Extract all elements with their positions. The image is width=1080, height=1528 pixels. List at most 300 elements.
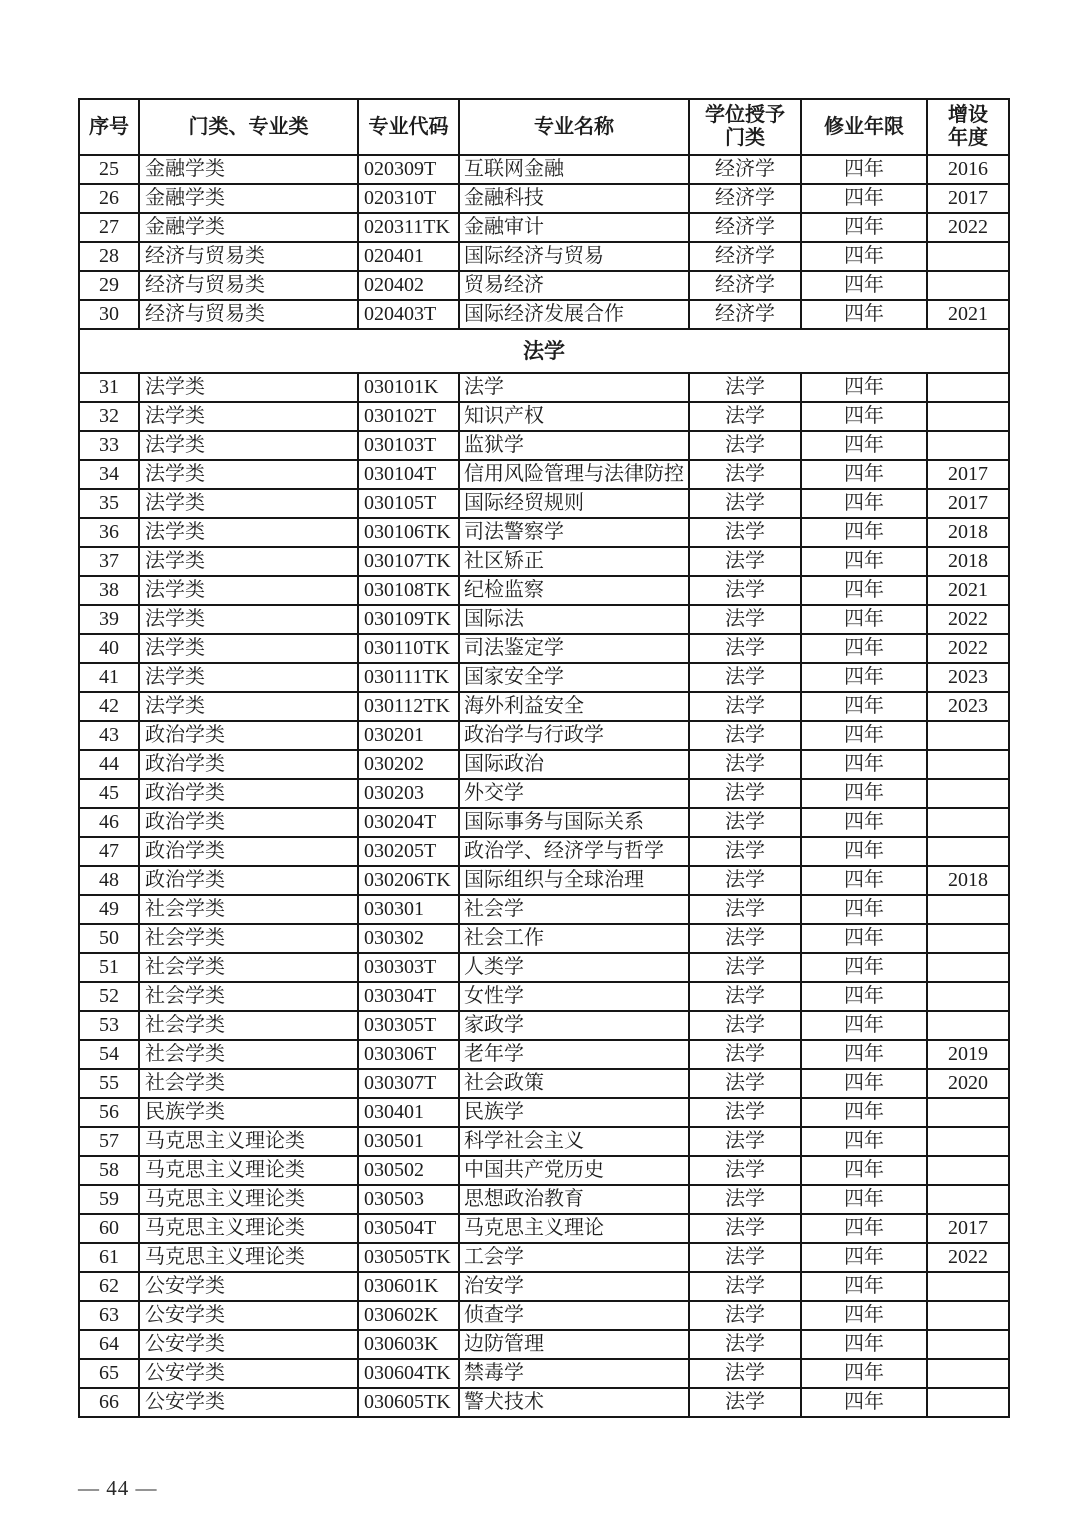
year-added-cell: 2022 — [927, 213, 1009, 242]
year-added-cell — [927, 1185, 1009, 1214]
duration-cell: 四年 — [801, 1040, 927, 1069]
duration-cell: 四年 — [801, 663, 927, 692]
serial-number-cell: 38 — [79, 576, 139, 605]
major-code-cell: 030604TK — [358, 1359, 459, 1388]
duration-cell: 四年 — [801, 1388, 927, 1417]
table-row — [79, 271, 1009, 300]
table-row — [79, 547, 1009, 576]
duration-cell: 四年 — [801, 808, 927, 837]
major-code-cell: 030203 — [358, 779, 459, 808]
degree-category-cell: 法学 — [689, 779, 801, 808]
degree-category-cell: 法学 — [689, 489, 801, 518]
table-row — [79, 431, 1009, 460]
table-row — [79, 184, 1009, 213]
year-added-cell — [927, 721, 1009, 750]
category-cell: 马克思主义理论类 — [139, 1127, 358, 1156]
duration-cell: 四年 — [801, 837, 927, 866]
degree-category-cell: 法学 — [689, 460, 801, 489]
table-row — [79, 1011, 1009, 1040]
duration-cell: 四年 — [801, 1185, 927, 1214]
year-added-cell: 2021 — [927, 576, 1009, 605]
year-added-cell — [927, 271, 1009, 300]
degree-category-cell: 法学 — [689, 634, 801, 663]
degree-category-cell: 法学 — [689, 837, 801, 866]
duration-cell: 四年 — [801, 1359, 927, 1388]
degree-category-cell: 法学 — [689, 692, 801, 721]
major-code-cell: 030110TK — [358, 634, 459, 663]
table-row — [79, 1272, 1009, 1301]
duration-cell: 四年 — [801, 300, 927, 329]
major-code-cell: 030503 — [358, 1185, 459, 1214]
serial-number-cell: 30 — [79, 300, 139, 329]
serial-number-cell: 61 — [79, 1243, 139, 1272]
table-row — [79, 982, 1009, 1011]
major-name-cell: 政治学、经济学与哲学 — [459, 837, 689, 866]
header-label: 门类 — [725, 127, 765, 149]
table-row — [79, 721, 1009, 750]
major-code-cell: 030304T — [358, 982, 459, 1011]
serial-number-cell: 31 — [79, 373, 139, 402]
major-name-cell: 禁毒学 — [459, 1359, 689, 1388]
year-added-cell: 2017 — [927, 489, 1009, 518]
duration-cell: 四年 — [801, 982, 927, 1011]
major-name-cell: 监狱学 — [459, 431, 689, 460]
serial-number-cell: 48 — [79, 866, 139, 895]
degree-category-cell: 法学 — [689, 808, 801, 837]
table-row — [79, 1156, 1009, 1185]
duration-cell: 四年 — [801, 895, 927, 924]
table-row — [79, 460, 1009, 489]
category-cell: 社会学类 — [139, 1040, 358, 1069]
major-name-cell: 法学 — [459, 373, 689, 402]
major-code-cell: 030302 — [358, 924, 459, 953]
serial-number-cell: 60 — [79, 1214, 139, 1243]
header-label: 学位授予 — [705, 104, 785, 126]
header-label: 序号 — [89, 115, 129, 138]
duration-cell: 四年 — [801, 953, 927, 982]
degree-category-cell: 法学 — [689, 1011, 801, 1040]
table-row — [79, 605, 1009, 634]
table-row — [79, 1359, 1009, 1388]
major-name-cell: 互联网金融 — [459, 155, 689, 184]
serial-number-cell: 43 — [79, 721, 139, 750]
degree-category-cell: 法学 — [689, 605, 801, 634]
degree-category-cell: 法学 — [689, 1330, 801, 1359]
header-study-duration — [801, 99, 927, 155]
duration-cell: 四年 — [801, 750, 927, 779]
table-row — [79, 924, 1009, 953]
major-code-cell: 030603K — [358, 1330, 459, 1359]
table-row — [79, 1040, 1009, 1069]
category-cell: 马克思主义理论类 — [139, 1156, 358, 1185]
header-row — [79, 99, 1009, 155]
degree-category-cell: 法学 — [689, 1359, 801, 1388]
table-row — [79, 373, 1009, 402]
degree-category-cell: 法学 — [689, 1156, 801, 1185]
section-divider-row — [79, 329, 1009, 373]
year-added-cell — [927, 1388, 1009, 1417]
header-label: 年度 — [948, 127, 988, 149]
category-cell: 经济与贸易类 — [139, 271, 358, 300]
serial-number-cell: 36 — [79, 518, 139, 547]
table-row — [79, 634, 1009, 663]
duration-cell: 四年 — [801, 1301, 927, 1330]
major-name-cell: 外交学 — [459, 779, 689, 808]
majors-catalog-table — [78, 98, 1010, 1418]
degree-category-cell: 法学 — [689, 1127, 801, 1156]
degree-category-cell: 经济学 — [689, 242, 801, 271]
serial-number-cell: 54 — [79, 1040, 139, 1069]
serial-number-cell: 56 — [79, 1098, 139, 1127]
major-name-cell: 国际经济与贸易 — [459, 242, 689, 271]
degree-category-cell: 法学 — [689, 924, 801, 953]
degree-category-cell: 法学 — [689, 1272, 801, 1301]
degree-category-cell: 法学 — [689, 721, 801, 750]
major-name-cell: 国际法 — [459, 605, 689, 634]
duration-cell: 四年 — [801, 184, 927, 213]
major-code-cell: 030502 — [358, 1156, 459, 1185]
duration-cell: 四年 — [801, 576, 927, 605]
major-name-cell: 马克思主义理论 — [459, 1214, 689, 1243]
serial-number-cell: 37 — [79, 547, 139, 576]
major-name-cell: 司法警察学 — [459, 518, 689, 547]
year-added-cell: 2022 — [927, 1243, 1009, 1272]
year-added-cell: 2023 — [927, 663, 1009, 692]
category-cell: 公安学类 — [139, 1272, 358, 1301]
duration-cell: 四年 — [801, 402, 927, 431]
degree-category-cell: 法学 — [689, 1214, 801, 1243]
duration-cell: 四年 — [801, 692, 927, 721]
degree-category-cell: 法学 — [689, 1243, 801, 1272]
table-row — [79, 300, 1009, 329]
serial-number-cell: 41 — [79, 663, 139, 692]
major-code-cell: 020403T — [358, 300, 459, 329]
serial-number-cell: 65 — [79, 1359, 139, 1388]
table-row — [79, 808, 1009, 837]
duration-cell: 四年 — [801, 1098, 927, 1127]
major-code-cell: 030201 — [358, 721, 459, 750]
year-added-cell — [927, 1098, 1009, 1127]
duration-cell: 四年 — [801, 155, 927, 184]
degree-category-cell: 法学 — [689, 1040, 801, 1069]
table-row — [79, 213, 1009, 242]
serial-number-cell: 28 — [79, 242, 139, 271]
serial-number-cell: 46 — [79, 808, 139, 837]
year-added-cell: 2018 — [927, 866, 1009, 895]
header-major-name — [459, 99, 689, 155]
duration-cell: 四年 — [801, 1272, 927, 1301]
serial-number-cell: 51 — [79, 953, 139, 982]
table-row — [79, 1301, 1009, 1330]
year-added-cell: 2021 — [927, 300, 1009, 329]
year-added-cell — [927, 895, 1009, 924]
major-code-cell: 030401 — [358, 1098, 459, 1127]
category-cell: 社会学类 — [139, 1069, 358, 1098]
header-degree-category — [689, 99, 801, 155]
major-name-cell: 贸易经济 — [459, 271, 689, 300]
major-name-cell: 国际经贸规则 — [459, 489, 689, 518]
duration-cell: 四年 — [801, 779, 927, 808]
table-row — [79, 953, 1009, 982]
major-code-cell: 030303T — [358, 953, 459, 982]
degree-category-cell: 法学 — [689, 1388, 801, 1417]
major-code-cell: 030202 — [358, 750, 459, 779]
year-added-cell — [927, 779, 1009, 808]
category-cell: 社会学类 — [139, 953, 358, 982]
major-code-cell: 030602K — [358, 1301, 459, 1330]
serial-number-cell: 59 — [79, 1185, 139, 1214]
major-code-cell: 030112TK — [358, 692, 459, 721]
major-name-cell: 国际事务与国际关系 — [459, 808, 689, 837]
major-code-cell: 030109TK — [358, 605, 459, 634]
table-body — [79, 155, 1009, 1417]
table-header — [79, 99, 1009, 155]
duration-cell: 四年 — [801, 634, 927, 663]
year-added-cell: 2022 — [927, 634, 1009, 663]
category-cell: 政治学类 — [139, 837, 358, 866]
degree-category-cell: 法学 — [689, 1098, 801, 1127]
major-code-cell: 020402 — [358, 271, 459, 300]
category-cell: 社会学类 — [139, 895, 358, 924]
duration-cell: 四年 — [801, 518, 927, 547]
serial-number-cell: 32 — [79, 402, 139, 431]
major-code-cell: 030306T — [358, 1040, 459, 1069]
serial-number-cell: 44 — [79, 750, 139, 779]
year-added-cell: 2018 — [927, 518, 1009, 547]
duration-cell: 四年 — [801, 721, 927, 750]
duration-cell: 四年 — [801, 271, 927, 300]
year-added-cell — [927, 242, 1009, 271]
year-added-cell: 2023 — [927, 692, 1009, 721]
major-code-cell: 030605TK — [358, 1388, 459, 1417]
table-row — [79, 837, 1009, 866]
year-added-cell: 2016 — [927, 155, 1009, 184]
serial-number-cell: 66 — [79, 1388, 139, 1417]
serial-number-cell: 29 — [79, 271, 139, 300]
year-added-cell: 2020 — [927, 1069, 1009, 1098]
serial-number-cell: 45 — [79, 779, 139, 808]
major-name-cell: 社区矫正 — [459, 547, 689, 576]
category-cell: 金融学类 — [139, 155, 358, 184]
serial-number-cell: 39 — [79, 605, 139, 634]
major-code-cell: 030111TK — [358, 663, 459, 692]
major-code-cell: 030106TK — [358, 518, 459, 547]
major-code-cell: 030204T — [358, 808, 459, 837]
duration-cell: 四年 — [801, 1330, 927, 1359]
year-added-cell: 2017 — [927, 184, 1009, 213]
degree-category-cell: 法学 — [689, 895, 801, 924]
major-code-cell: 020401 — [358, 242, 459, 271]
major-name-cell: 女性学 — [459, 982, 689, 1011]
duration-cell: 四年 — [801, 242, 927, 271]
degree-category-cell: 经济学 — [689, 213, 801, 242]
table-row — [79, 779, 1009, 808]
header-label: 专业名称 — [534, 115, 614, 138]
serial-number-cell: 35 — [79, 489, 139, 518]
major-name-cell: 侦查学 — [459, 1301, 689, 1330]
year-added-cell — [927, 837, 1009, 866]
year-added-cell — [927, 924, 1009, 953]
year-added-cell — [927, 1359, 1009, 1388]
major-name-cell: 治安学 — [459, 1272, 689, 1301]
category-cell: 经济与贸易类 — [139, 242, 358, 271]
major-code-cell: 030301 — [358, 895, 459, 924]
table-row — [79, 750, 1009, 779]
category-cell: 马克思主义理论类 — [139, 1214, 358, 1243]
degree-category-cell: 法学 — [689, 866, 801, 895]
table-row — [79, 489, 1009, 518]
year-added-cell — [927, 953, 1009, 982]
serial-number-cell: 25 — [79, 155, 139, 184]
duration-cell: 四年 — [801, 1127, 927, 1156]
major-name-cell: 纪检监察 — [459, 576, 689, 605]
degree-category-cell: 法学 — [689, 1069, 801, 1098]
major-code-cell: 030504T — [358, 1214, 459, 1243]
category-cell: 马克思主义理论类 — [139, 1243, 358, 1272]
year-added-cell: 2019 — [927, 1040, 1009, 1069]
year-added-cell — [927, 402, 1009, 431]
category-cell: 法学类 — [139, 460, 358, 489]
category-cell: 政治学类 — [139, 866, 358, 895]
header-label: 门类、专业类 — [188, 115, 309, 138]
major-code-cell: 030105T — [358, 489, 459, 518]
serial-number-cell: 49 — [79, 895, 139, 924]
duration-cell: 四年 — [801, 213, 927, 242]
category-cell: 公安学类 — [139, 1388, 358, 1417]
year-added-cell — [927, 808, 1009, 837]
year-added-cell — [927, 1272, 1009, 1301]
year-added-cell — [927, 750, 1009, 779]
major-code-cell: 020310T — [358, 184, 459, 213]
table-row — [79, 576, 1009, 605]
category-cell: 金融学类 — [139, 213, 358, 242]
duration-cell: 四年 — [801, 1069, 927, 1098]
category-cell: 政治学类 — [139, 721, 358, 750]
major-name-cell: 边防管理 — [459, 1330, 689, 1359]
degree-category-cell: 法学 — [689, 1185, 801, 1214]
category-cell: 社会学类 — [139, 924, 358, 953]
major-name-cell: 信用风险管理与法律防控 — [459, 460, 689, 489]
duration-cell: 四年 — [801, 924, 927, 953]
serial-number-cell: 40 — [79, 634, 139, 663]
major-code-cell: 020309T — [358, 155, 459, 184]
major-code-cell: 030108TK — [358, 576, 459, 605]
category-cell: 法学类 — [139, 576, 358, 605]
serial-number-cell: 27 — [79, 213, 139, 242]
category-cell: 社会学类 — [139, 982, 358, 1011]
major-name-cell: 社会工作 — [459, 924, 689, 953]
major-name-cell: 国际经济发展合作 — [459, 300, 689, 329]
year-added-cell — [927, 1156, 1009, 1185]
table-row — [79, 1098, 1009, 1127]
section-title: 法学 — [79, 329, 1009, 373]
year-added-cell — [927, 373, 1009, 402]
category-cell: 社会学类 — [139, 1011, 358, 1040]
degree-category-cell: 法学 — [689, 982, 801, 1011]
major-code-cell: 030206TK — [358, 866, 459, 895]
major-name-cell: 社会政策 — [459, 1069, 689, 1098]
category-cell: 公安学类 — [139, 1359, 358, 1388]
degree-category-cell: 法学 — [689, 663, 801, 692]
major-code-cell: 030102T — [358, 402, 459, 431]
category-cell: 民族学类 — [139, 1098, 358, 1127]
degree-category-cell: 法学 — [689, 373, 801, 402]
major-code-cell: 030205T — [358, 837, 459, 866]
degree-category-cell: 法学 — [689, 750, 801, 779]
category-cell: 法学类 — [139, 547, 358, 576]
duration-cell: 四年 — [801, 460, 927, 489]
degree-category-cell: 法学 — [689, 576, 801, 605]
category-cell: 法学类 — [139, 518, 358, 547]
category-cell: 法学类 — [139, 605, 358, 634]
serial-number-cell: 26 — [79, 184, 139, 213]
major-code-cell: 030307T — [358, 1069, 459, 1098]
table-row — [79, 1388, 1009, 1417]
degree-category-cell: 法学 — [689, 402, 801, 431]
serial-number-cell: 55 — [79, 1069, 139, 1098]
duration-cell: 四年 — [801, 1243, 927, 1272]
degree-category-cell: 法学 — [689, 431, 801, 460]
category-cell: 公安学类 — [139, 1301, 358, 1330]
year-added-cell — [927, 982, 1009, 1011]
table-row — [79, 895, 1009, 924]
category-cell: 政治学类 — [139, 750, 358, 779]
header-label: 专业代码 — [368, 115, 449, 138]
category-cell: 金融学类 — [139, 184, 358, 213]
major-name-cell: 司法鉴定学 — [459, 634, 689, 663]
table-row — [79, 518, 1009, 547]
duration-cell: 四年 — [801, 1156, 927, 1185]
major-name-cell: 老年学 — [459, 1040, 689, 1069]
category-cell: 法学类 — [139, 663, 358, 692]
table-row — [79, 692, 1009, 721]
serial-number-cell: 64 — [79, 1330, 139, 1359]
major-name-cell: 国家安全学 — [459, 663, 689, 692]
degree-category-cell: 经济学 — [689, 184, 801, 213]
table-row — [79, 1127, 1009, 1156]
header-serial-number — [79, 99, 139, 155]
duration-cell: 四年 — [801, 547, 927, 576]
category-cell: 法学类 — [139, 431, 358, 460]
major-name-cell: 政治学与行政学 — [459, 721, 689, 750]
major-code-cell: 030107TK — [358, 547, 459, 576]
major-code-cell: 030501 — [358, 1127, 459, 1156]
serial-number-cell: 63 — [79, 1301, 139, 1330]
duration-cell: 四年 — [801, 866, 927, 895]
table-row — [79, 402, 1009, 431]
year-added-cell: 2022 — [927, 605, 1009, 634]
duration-cell: 四年 — [801, 373, 927, 402]
table-row — [79, 155, 1009, 184]
degree-category-cell: 经济学 — [689, 271, 801, 300]
serial-number-cell: 47 — [79, 837, 139, 866]
major-code-cell: 030103T — [358, 431, 459, 460]
major-code-cell: 030101K — [358, 373, 459, 402]
header-category — [139, 99, 358, 155]
major-code-cell: 030505TK — [358, 1243, 459, 1272]
major-name-cell: 国际政治 — [459, 750, 689, 779]
degree-category-cell: 经济学 — [689, 155, 801, 184]
degree-category-cell: 经济学 — [689, 300, 801, 329]
duration-cell: 四年 — [801, 1214, 927, 1243]
table-row — [79, 1069, 1009, 1098]
degree-category-cell: 法学 — [689, 1301, 801, 1330]
year-added-cell: 2018 — [927, 547, 1009, 576]
serial-number-cell: 58 — [79, 1156, 139, 1185]
major-code-cell: 030104T — [358, 460, 459, 489]
table-row — [79, 1185, 1009, 1214]
major-name-cell: 家政学 — [459, 1011, 689, 1040]
